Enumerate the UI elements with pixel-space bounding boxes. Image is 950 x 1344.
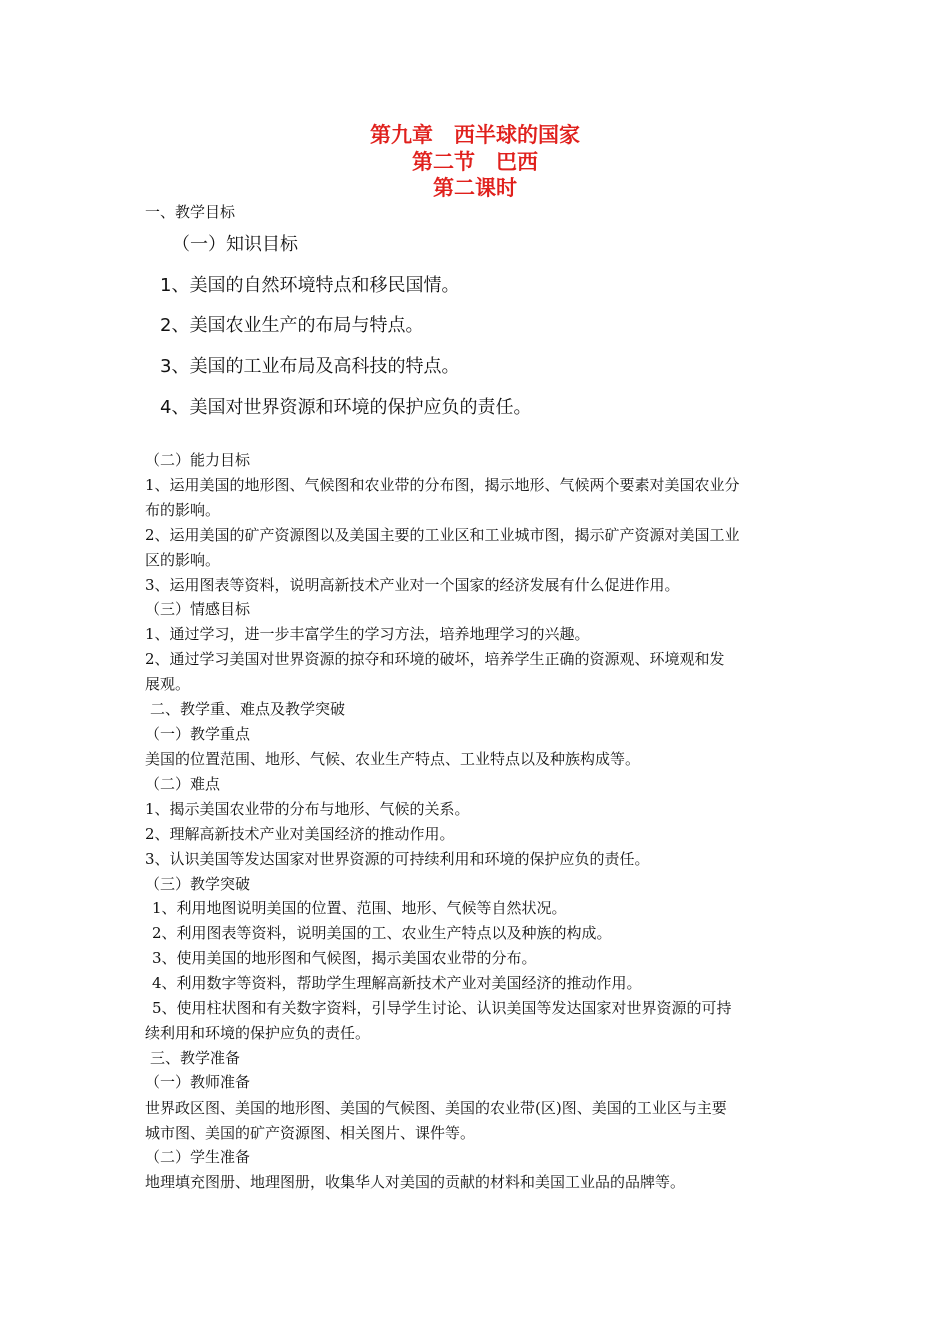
heading-breakthrough: （三）教学突破 [145, 875, 251, 893]
heading-knowledge-objectives: （一）知识目标 [172, 234, 298, 255]
text-line: 1、揭示美国农业带的分布与地形、气候的关系。 [145, 800, 470, 818]
text-line: 2、利用图表等资料，说明美国的工、农业生产特点以及种族的构成。 [152, 924, 612, 942]
heading-teaching-focus: （一）教学重点 [145, 725, 251, 743]
chapter-title: 第九章 西半球的国家 [370, 123, 580, 147]
text-line: 世界政区图、美国的地形图、美国的气候图、美国的农业带(区)图、美国的工业区与主要 [145, 1099, 727, 1117]
knowledge-item: 4、美国对世界资源和环境的保护应负的责任。 [160, 397, 532, 418]
heading-ability-objectives: （二）能力目标 [145, 451, 251, 469]
text-line: 布的影响。 [145, 501, 221, 519]
text-line: 3、运用图表等资料，说明高新技术产业对一个国家的经济发展有什么促进作用。 [145, 576, 680, 594]
text-line: 区的影响。 [145, 551, 221, 569]
text-line: 4、利用数字等资料，帮助学生理解高新技术产业对美国经济的推动作用。 [152, 974, 642, 992]
knowledge-item: 3、美国的工业布局及高科技的特点。 [160, 356, 460, 377]
text-line: 续利用和环境的保护应负的责任。 [145, 1024, 371, 1042]
text-line: 2、通过学习美国对世界资源的掠夺和环境的破坏，培养学生正确的资源观、环境观和发 [145, 650, 725, 668]
text-line: 美国的位置范围、地形、气候、农业生产特点、工业特点以及种族构成等。 [145, 750, 641, 768]
text-line: 展观。 [145, 675, 191, 693]
heading-key-difficulty: 二、教学重、难点及教学突破 [150, 700, 346, 718]
text-line: 3、认识美国等发达国家对世界资源的可持续利用和环境的保护应负的责任。 [145, 850, 650, 868]
section-title: 第二节 巴西 [412, 150, 538, 174]
text-line: 地理填充图册、地理图册，收集华人对美国的贡献的材料和美国工业品的品牌等。 [145, 1173, 686, 1191]
heading-teacher-preparation: （一）教师准备 [145, 1073, 251, 1091]
knowledge-item: 1、美国的自然环境特点和移民国情。 [160, 275, 460, 296]
heading-difficulty: （二）难点 [145, 775, 221, 793]
lesson-title: 第二课时 [433, 176, 517, 200]
text-line: 3、使用美国的地形图和气候图，揭示美国农业带的分布。 [152, 949, 537, 967]
text-line: 2、运用美国的矿产资源图以及美国主要的工业区和工业城市图，揭示矿产资源对美国工业 [145, 526, 740, 544]
text-line: 1、利用地图说明美国的位置、范围、地形、气候等自然状况。 [152, 899, 567, 917]
heading-emotion-objectives: （三）情感目标 [145, 600, 251, 618]
heading-preparation: 三、教学准备 [150, 1049, 241, 1067]
heading-teaching-objectives: 一、教学目标 [145, 203, 236, 221]
text-line: 2、理解高新技术产业对美国经济的推动作用。 [145, 825, 455, 843]
text-line: 1、运用美国的地形图、气候图和农业带的分布图，揭示地形、气候两个要素对美国农业分 [145, 476, 740, 494]
heading-student-preparation: （二）学生准备 [145, 1148, 251, 1166]
text-line: 5、使用柱状图和有关数字资料，引导学生讨论、认识美国等发达国家对世界资源的可持 [152, 999, 732, 1017]
text-line: 城市图、美国的矿产资源图、相关图片、课件等。 [145, 1124, 476, 1142]
knowledge-item: 2、美国农业生产的布局与特点。 [160, 315, 424, 336]
text-line: 1、通过学习，进一步丰富学生的学习方法，培养地理学习的兴趣。 [145, 625, 590, 643]
